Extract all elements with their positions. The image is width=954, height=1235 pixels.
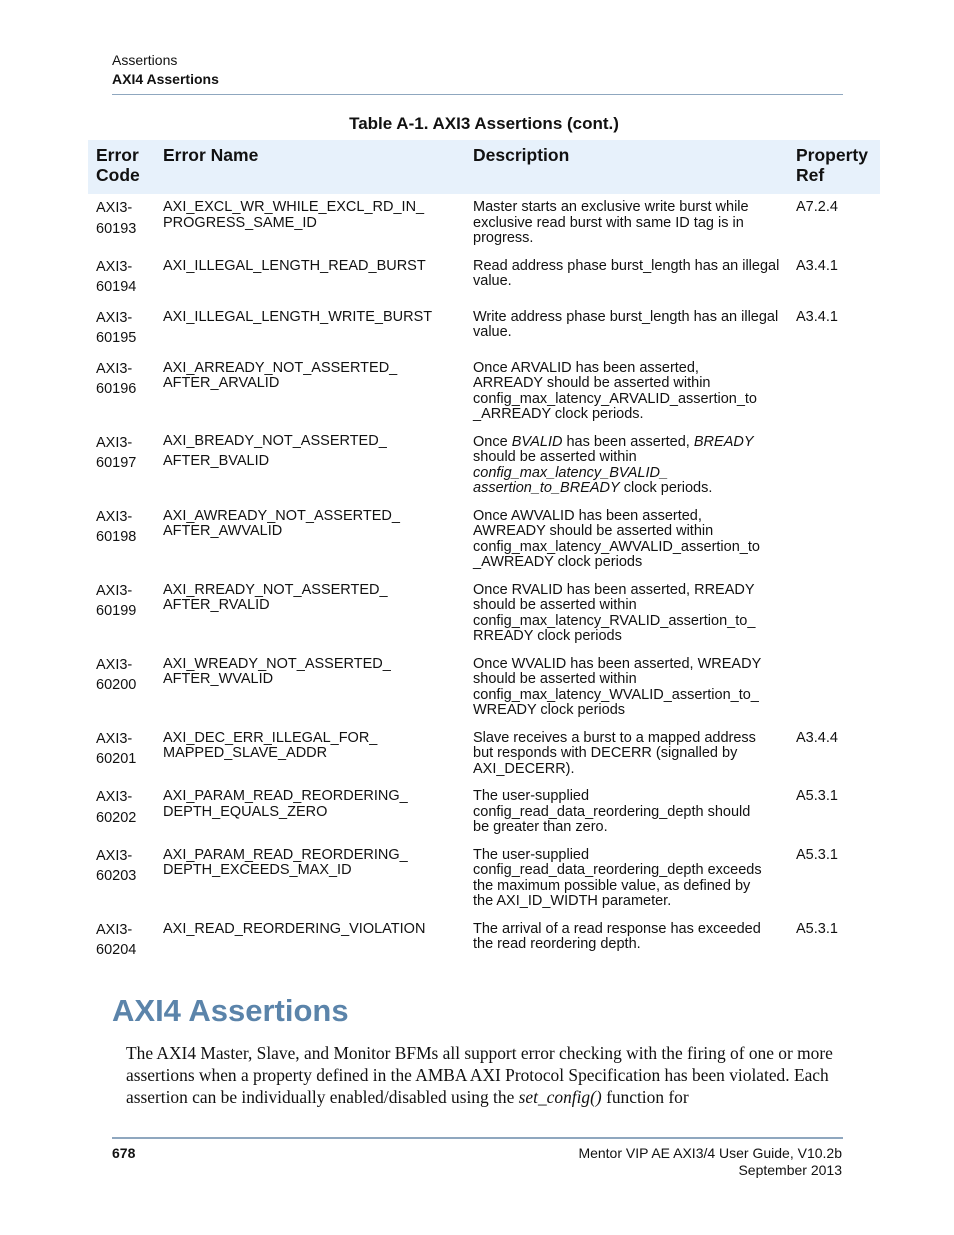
section-paragraph: The AXI4 Master, Slave, and Monitor BFMs all support error checking with the firing of one or more assertions when a property defined in the AMBA AXI Protocol Specification has been violated. Each assertion can be individually enabled/disabled using the set_config() function for [126, 1043, 833, 1107]
column-header-property-ref: Property Ref [788, 140, 880, 194]
error-code-cell: AXI3- 60197 [96, 434, 137, 471]
running-header-subsection: AXI4 Assertions [112, 71, 219, 87]
description-cell: Write address phase burst_length has an illegal value. [473, 308, 779, 340]
property-ref-cell: A7.2.4 [796, 199, 838, 215]
footer-info [578, 1145, 842, 1179]
description-cell: The user-supplied config_read_data_reordering_depth exceeds the maximum possible value, as defined by the AXI_ID_WIDTH parameter. [473, 846, 762, 909]
error-name-cell: AXI_PARAM_READ_REORDERING_ DEPTH_EQUALS_ZERO [163, 788, 408, 820]
error-code-cell: AXI3- 60204 [96, 921, 137, 958]
error-name-cell: AXI_ILLEGAL_LENGTH_WRITE_BURST [163, 308, 433, 325]
property-ref-cell: A3.4.1 [796, 308, 838, 325]
table-row [88, 304, 880, 355]
guide-title: Mentor VIP AE AXI3/4 User Guide, V10.2b [578, 1145, 842, 1161]
header-rule [112, 94, 843, 95]
description-cell: Once WVALID has been asserted, WREADY should be asserted within config_max_latency_WVALID_assertion_to_ WREADY clock periods [473, 655, 762, 718]
error-name-cell: AXI_WREADY_NOT_ASSERTED_ AFTER_WVALID [163, 655, 391, 687]
description-cell: Once RVALID has been asserted, RREADY should be asserted within config_max_latency_RVALID_assertion_to_ RREADY clock periods [473, 581, 756, 644]
description-cell: Slave receives a burst to a mapped address but responds with DECERR (signalled by AXI_DECERR). [473, 729, 756, 777]
error-code-cell: AXI3- 60201 [96, 730, 137, 767]
table-row [88, 916, 880, 967]
page-number: 678 [112, 1145, 136, 1161]
table-row [88, 429, 880, 503]
running-header-section: Assertions [112, 52, 178, 68]
description-cell: Once BVALID has been asserted, BREADY should be asserted within config_max_latency_BVALID_ assertion_to_BREADY clock periods. [473, 433, 754, 496]
error-name-cell: AXI_ARREADY_NOT_ASSERTED_ AFTER_ARVALID [163, 359, 398, 391]
error-code-cell: AXI3- 60195 [96, 309, 137, 346]
table-row [88, 253, 880, 304]
column-header-description: Description [465, 140, 788, 194]
property-ref-cell: A5.3.1 [796, 788, 838, 804]
table-header-row [88, 140, 880, 194]
error-name-cell: AXI_PARAM_READ_REORDERING_ DEPTH_EXCEEDS_MAX_ID [163, 846, 408, 878]
description-cell: Master starts an exclusive write burst while exclusive read burst with same ID tag is in progress. [473, 199, 749, 246]
error-code-cell: AXI3- 60198 [96, 508, 137, 545]
description-cell: Read address phase burst_length has an illegal value. [473, 257, 780, 289]
table-title: Table A-1. AXI3 Assertions (cont.) [349, 114, 619, 133]
error-code-cell: AXI3- 60200 [96, 656, 137, 693]
error-name-cell: AXI_BREADY_NOT_ASSERTED_ AFTER_BVALID [163, 432, 387, 469]
property-ref-cell: A5.3.1 [796, 846, 838, 863]
publication-date: September 2013 [738, 1162, 842, 1178]
error-name-cell: AXI_ILLEGAL_LENGTH_READ_BURST [163, 257, 426, 274]
description-cell: Once ARVALID has been asserted, ARREADY should be asserted within config_max_latency_ARVALID_assertion_to _ARREADY clock periods. [473, 359, 757, 422]
property-ref-cell: A3.4.4 [796, 729, 838, 746]
table-row [88, 577, 880, 651]
error-code-cell: AXI3- 60196 [96, 360, 137, 397]
table-row [88, 842, 880, 916]
column-header-error-name: Error Name [155, 140, 465, 194]
error-name-cell: AXI_READ_REORDERING_VIOLATION [163, 920, 426, 937]
column-header-error-code: Error Code [88, 140, 155, 194]
property-ref-cell [788, 355, 880, 429]
error-name-cell: AXI_RREADY_NOT_ASSERTED_ AFTER_RVALID [163, 581, 388, 613]
property-ref-cell [788, 651, 880, 725]
assertions-table [88, 140, 880, 967]
property-ref-cell: A5.3.1 [796, 920, 838, 937]
error-name-cell: AXI_EXCL_WR_WHILE_EXCL_RD_IN_ PROGRESS_SAME_ID [163, 199, 425, 231]
table-row [88, 194, 880, 253]
error-code-cell: AXI3- 60194 [96, 258, 137, 295]
property-ref-cell [788, 503, 880, 577]
error-name-cell: AXI_DEC_ERR_ILLEGAL_FOR_ MAPPED_SLAVE_ADDR [163, 729, 378, 761]
property-ref-cell [788, 429, 880, 503]
error-code-cell: AXI3- 60202 [96, 789, 137, 826]
error-code-cell: AXI3- 60193 [96, 200, 137, 237]
description-cell: The arrival of a read response has exceeded the read reordering depth. [473, 920, 761, 952]
property-ref-cell: A3.4.1 [796, 257, 838, 274]
table-row [88, 503, 880, 577]
section-title: AXI4 Assertions [112, 993, 349, 1028]
error-code-cell: AXI3- 60203 [96, 847, 137, 884]
error-code-cell: AXI3- 60199 [96, 582, 137, 619]
footer-rule [112, 1137, 843, 1139]
table-row [88, 725, 880, 784]
table-row [88, 651, 880, 725]
description-cell: The user-supplied config_read_data_reordering_depth should be greater than zero. [473, 788, 751, 835]
table-row [88, 355, 880, 429]
description-cell: Once AWVALID has been asserted, AWREADY should be asserted within config_max_latency_AWVALID_assertion_to _AWREADY clock periods [473, 507, 760, 570]
error-name-cell: AXI_AWREADY_NOT_ASSERTED_ AFTER_AWVALID [163, 507, 400, 539]
property-ref-cell [788, 577, 880, 651]
table-row [88, 783, 880, 842]
